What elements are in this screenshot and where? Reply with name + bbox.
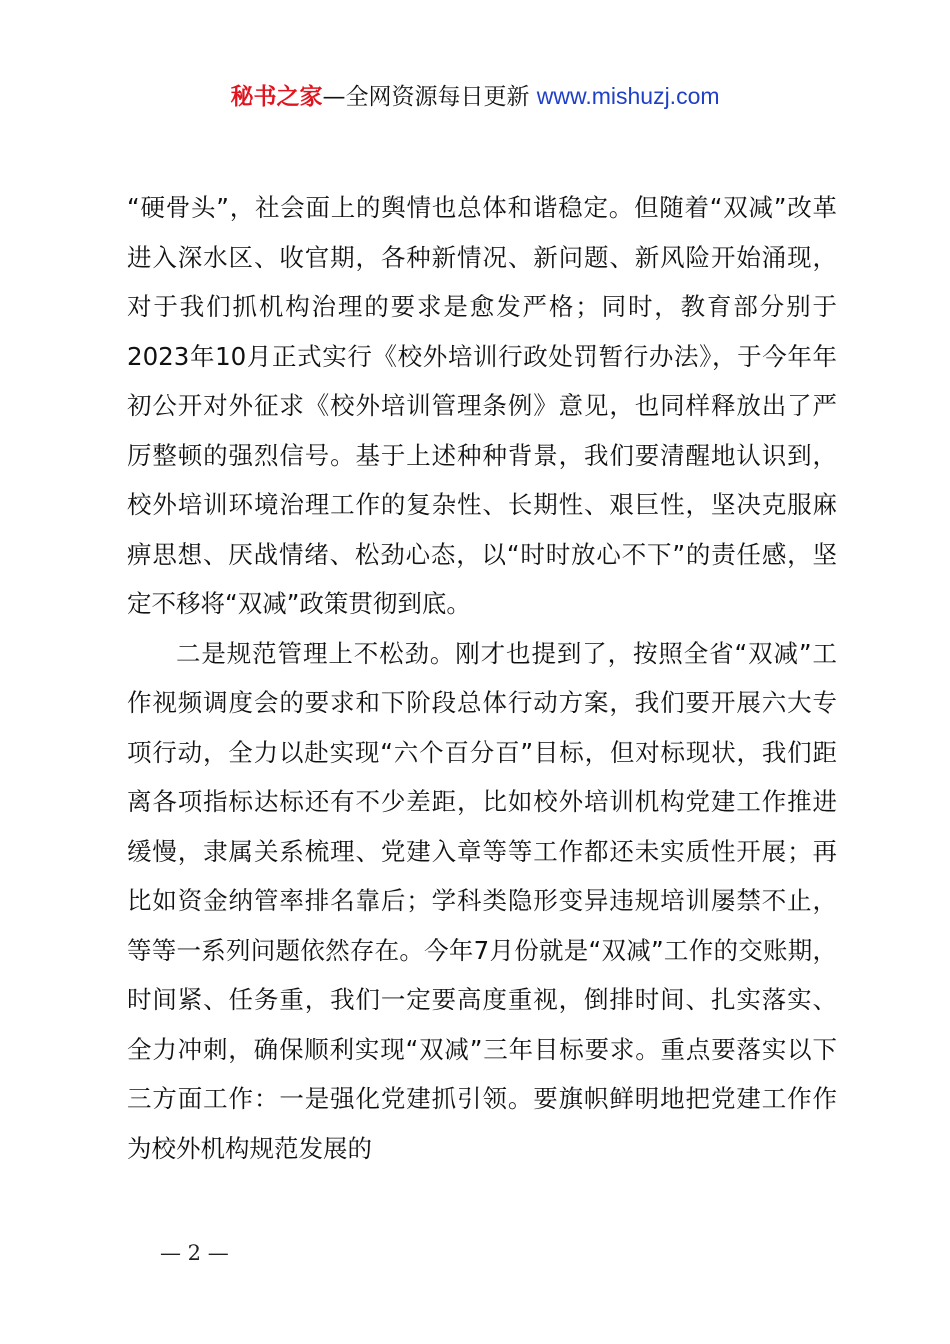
document-body: [127, 183, 837, 1173]
page-number: — 2 —: [160, 1241, 229, 1265]
header-tagline: —全网资源每日更新: [322, 84, 537, 110]
paragraph-standardized-management: 二是规范管理上不松劲。刚才也提到了，按照全省“双减”工作视频调度会的要求和下阶段总体行动方案，我们要开展六大专项行动，全力以赴实现“六个百分百”目标，但对标现状，我们距离各项指标达标还有不少差距，比如校外培训机构党建工作推进缓慢，隶属关系梳理、党建入章等等工作都还未实质性开展；再比如资金纳管率排名靠后；学科类隐形变异违规培训屡禁不止，等等一系列问题依然存在。今年7月份就是“双减”工作的交账期，时间紧、任务重，我们一定要高度重视，倒排时间、扎实落实、全力冲刺，确保顺利实现“双减”三年目标要求。重点要落实以下三方面工作：一是强化党建抓引领。要旗帜鲜明地把党建工作作为校外机构规范发展的: [127, 638, 837, 1163]
page-header: [0, 80, 950, 113]
header-url: www.mishuzj.com: [536, 83, 720, 109]
paragraph-continuation: “硬骨头”，社会面上的舆情也总体和谐稳定。但随着“双减”改革进入深水区、收官期，各种新情况、新问题、新风险开始涌现，对于我们抓机构治理的要求是愈发严格；同时，教育部分别于2023年10月正式实行《校外培训行政处罚暂行办法》，于今年年初公开对外征求《校外培训管理条例》意见，也同样释放出了严厉整顿的强烈信号。基于上述种种背景，我们要清醒地认识到，校外培训环境治理工作的复杂性、长期性、艰巨性，坚决克服麻痹思想、厌战情绪、松劲心态，以“时时放心不下”的责任感，坚定不移将“双减”政策贯彻到底。: [127, 193, 837, 618]
header-brand: 秘书之家: [230, 84, 323, 110]
